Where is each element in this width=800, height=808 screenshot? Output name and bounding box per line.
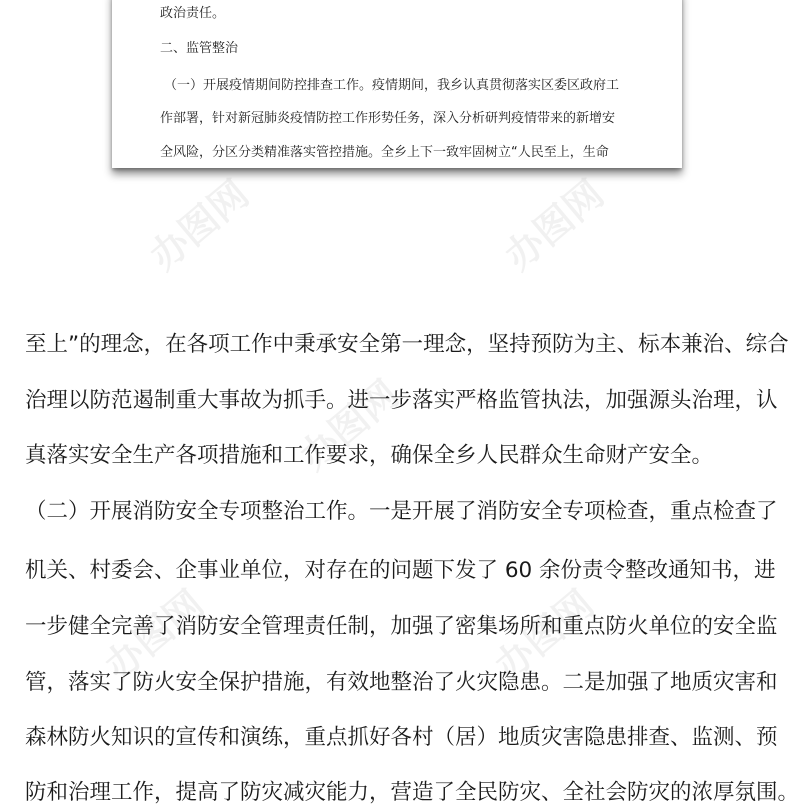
- preview-line: 政治责任。: [160, 6, 226, 21]
- watermark: 办图网: [141, 171, 258, 279]
- watermark: 办图网: [496, 171, 613, 279]
- body-line: 机关、村委会、企事业单位，对存在的问题下发了 60 余份责令整改通知书，进: [25, 558, 776, 583]
- body-line: 管，落实了防火安全保护措施，有效地整治了火灾隐患。二是加强了地质灾害和: [25, 670, 778, 695]
- watermark: 办图网: [291, 371, 408, 479]
- body-line: 森林防火知识的宣传和演练，重点抓好各村（居）地质灾害隐患排查、监测、预: [25, 725, 778, 750]
- preview-line: （一）开展疫情期间防控排查工作。疫情期间，我乡认真贯彻落实区委区政府工: [164, 78, 620, 93]
- preview-line: 作部署，针对新冠肺炎疫情防控工作形势任务，深入分析研判疫情带来的新增安: [160, 111, 616, 126]
- body-line: 治理以防范遏制重大事故为抓手。进一步落实严格监管执法，加强源头治理，认: [25, 388, 778, 413]
- body-line: （二）开展消防安全专项整治工作。一是开展了消防安全专项检查，重点检查了: [25, 499, 778, 524]
- body-line: 防和治理工作，提高了防灾减灾能力，营造了全民防灾、全社会防灾的浓厚氛围。: [25, 780, 800, 805]
- preview-line: 全风险，分区分类精准落实管控措施。全乡上下一致牢固树立“人民至上，生命: [160, 145, 609, 160]
- body-line: 至上”的理念，在各项工作中秉承安全第一理念，坚持预防为主、标本兼治、综合: [25, 332, 789, 357]
- preview-section-heading: 二、监管整治: [160, 41, 239, 56]
- watermark: 办图网: [486, 581, 603, 689]
- document-preview-card: [112, 0, 682, 168]
- body-line: 一步健全完善了消防安全管理责任制，加强了密集场所和重点防火单位的安全监: [25, 614, 778, 639]
- watermark: 办图网: [96, 581, 213, 689]
- body-line: 真落实安全生产各项措施和工作要求，确保全乡人民群众生命财产安全。: [25, 443, 714, 468]
